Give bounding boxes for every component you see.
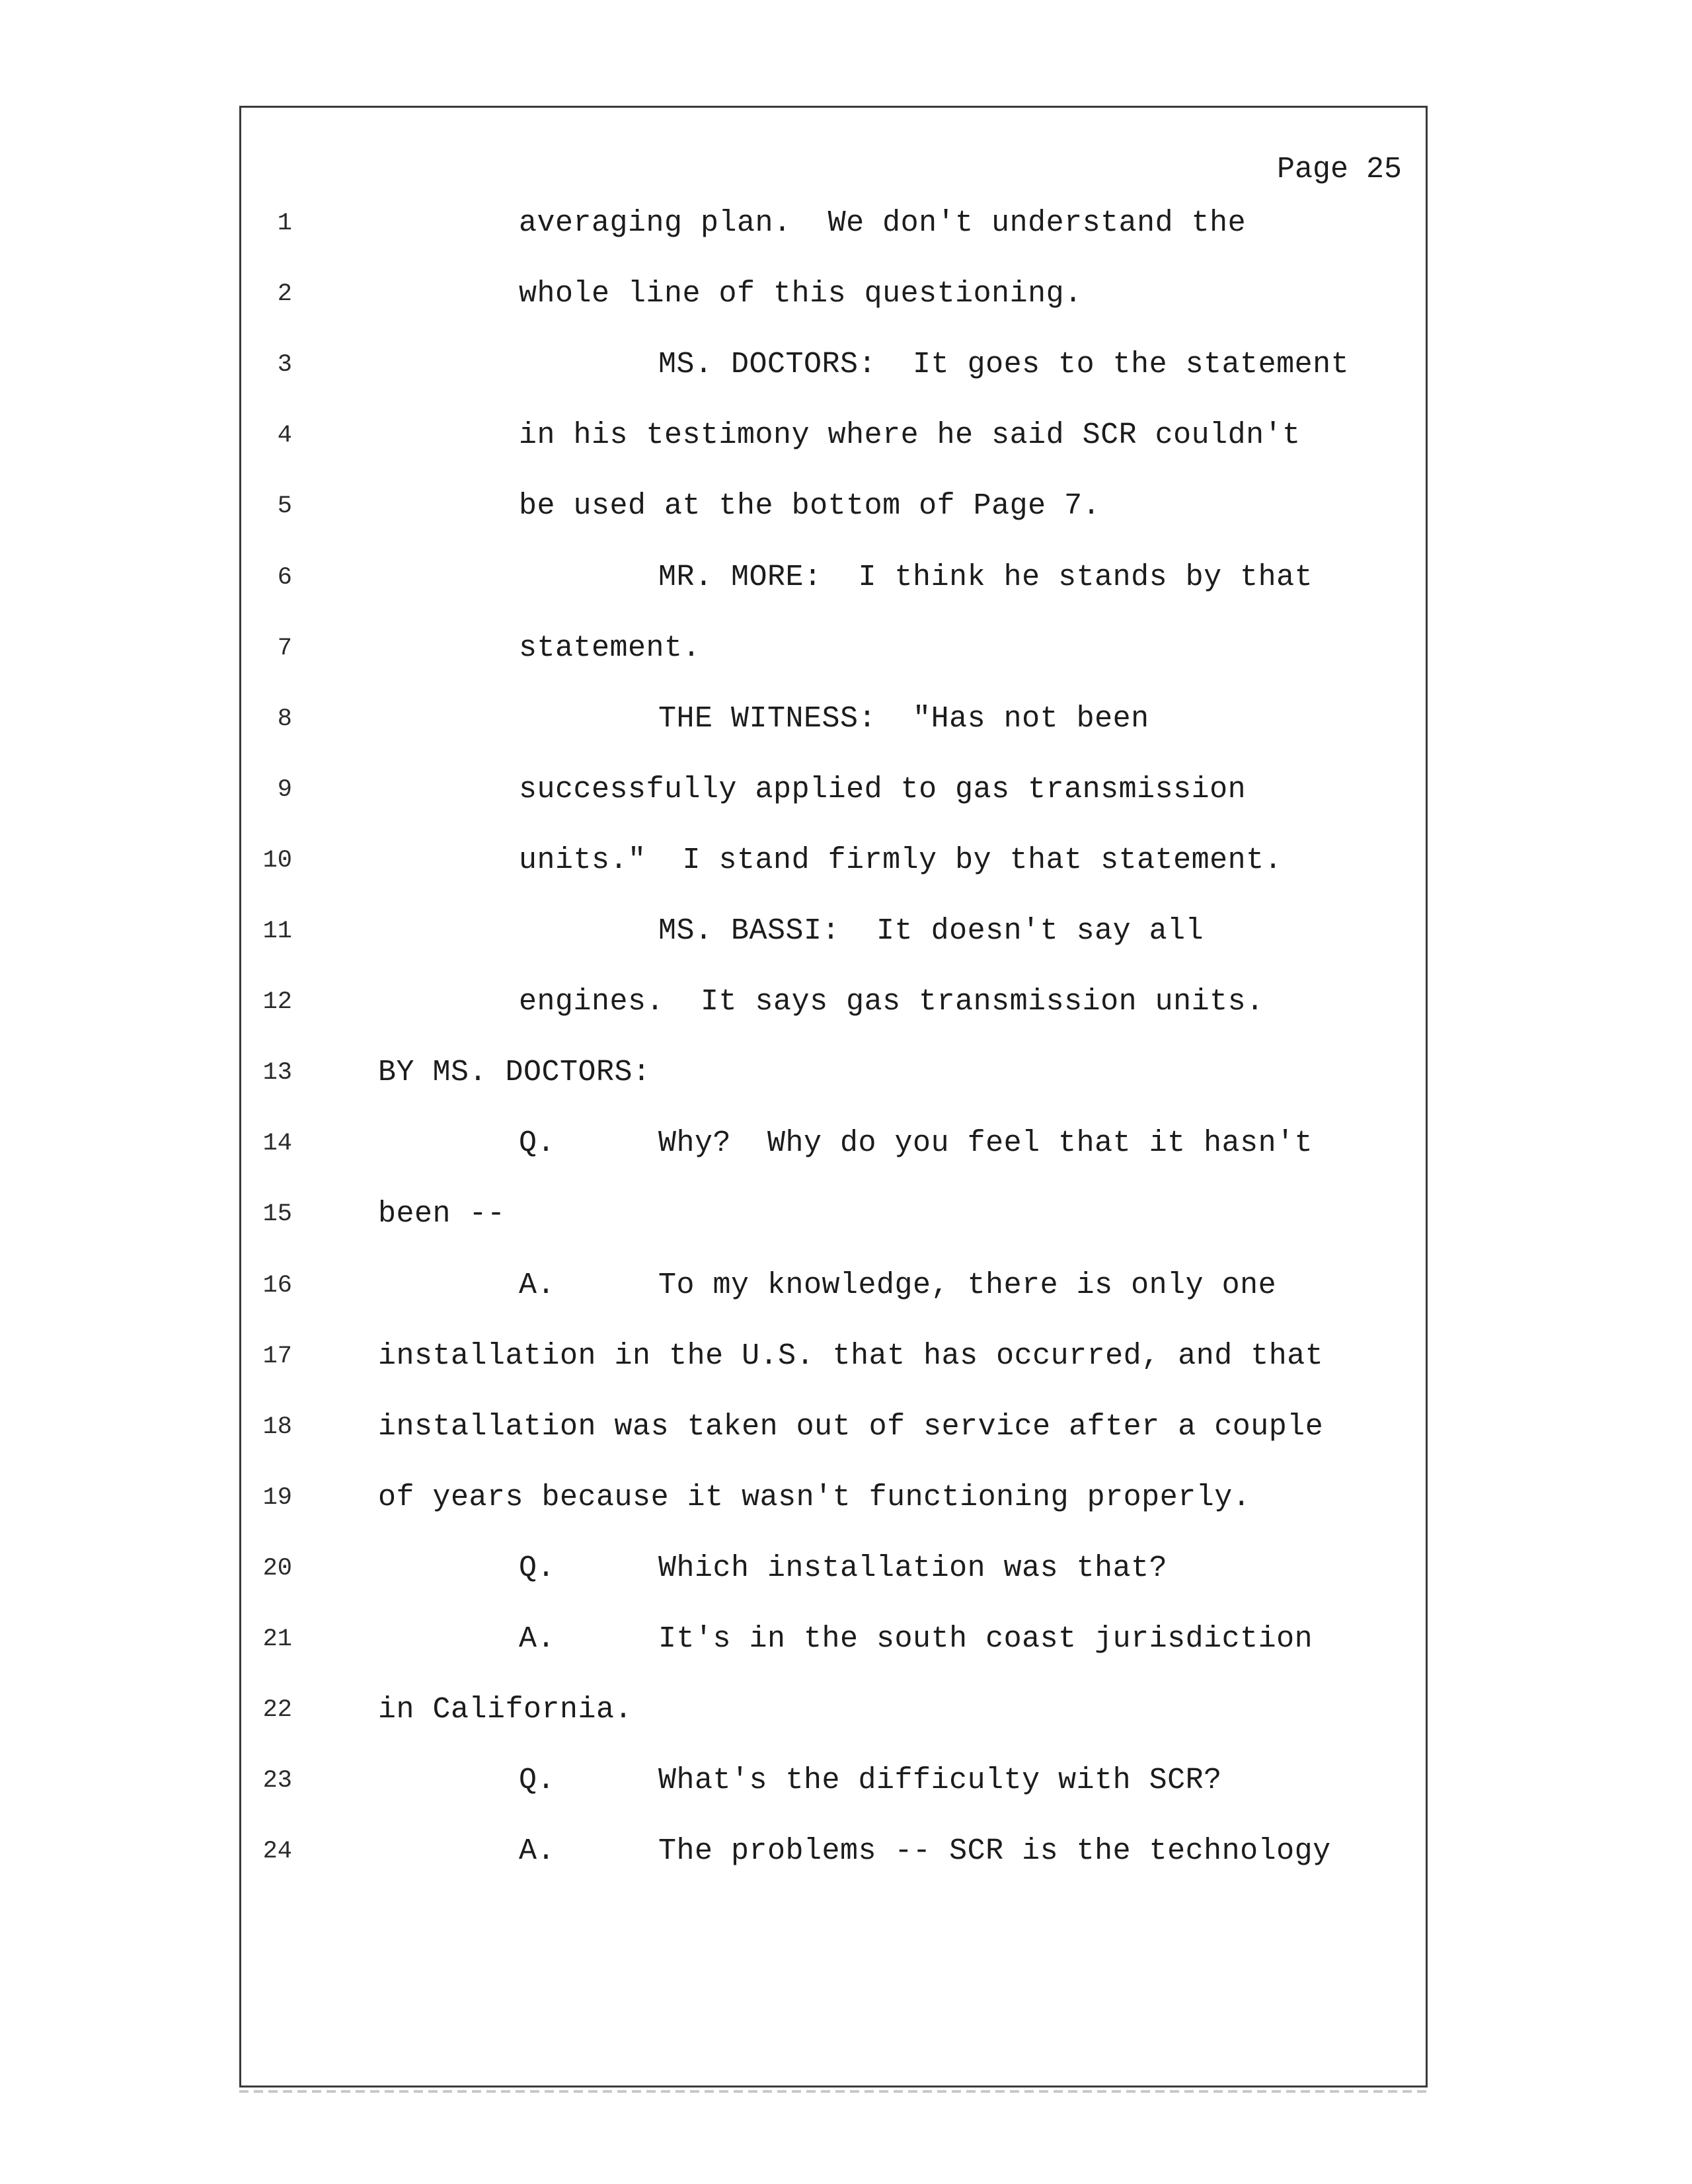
line-number: 2 [277, 280, 292, 309]
transcript-line [0, 1549, 1692, 1588]
transcript-line [0, 629, 1692, 668]
transcript-line [0, 1266, 1692, 1306]
line-number: 9 [277, 775, 292, 804]
line-number: 19 [262, 1483, 292, 1512]
line-text: A. [519, 1834, 556, 1869]
line-text: installation in the U.S. that has occurred, and that [378, 1339, 1324, 1373]
line-text: To my knowledge, there is only one [658, 1268, 1277, 1302]
line-text: been -- [378, 1197, 506, 1231]
transcript-line [0, 770, 1692, 810]
line-number: 7 [277, 634, 292, 662]
line-text: installation was taken out of service after a couple [378, 1409, 1324, 1444]
line-text: The problems -- SCR is the technology [658, 1834, 1331, 1869]
line-text: A. [519, 1622, 556, 1656]
line-number: 22 [262, 1696, 292, 1725]
line-number: 18 [262, 1413, 292, 1441]
line-text: What's the difficulty with SCR? [658, 1764, 1222, 1798]
line-text: be used at the bottom of Page 7. [519, 489, 1101, 524]
line-text: engines. It says gas transmission units. [519, 985, 1264, 1019]
transcript-line [0, 1337, 1692, 1376]
line-number: 4 [277, 422, 292, 450]
transcript-line [0, 204, 1692, 243]
line-number: 11 [262, 917, 292, 945]
line-text: in his testimony where he said SCR couldn't [519, 418, 1301, 453]
line-text: Q. [519, 1551, 556, 1585]
transcript-line [0, 1407, 1692, 1447]
line-text: MS. DOCTORS: It goes to the statement [658, 348, 1350, 382]
line-number: 3 [277, 351, 292, 379]
line-number: 12 [262, 988, 292, 1017]
line-number: 1 [277, 210, 292, 237]
line-number: 15 [262, 1200, 292, 1229]
transcript-line [0, 1619, 1692, 1659]
line-text: BY MS. DOCTORS: [378, 1056, 651, 1090]
line-number: 14 [262, 1130, 292, 1158]
line-number: 21 [262, 1625, 292, 1653]
transcript-line [0, 487, 1692, 526]
line-text: Why? Why do you feel that it hasn't [658, 1126, 1313, 1161]
line-number: 23 [262, 1767, 292, 1795]
line-number: 20 [262, 1554, 292, 1582]
line-text: statement. [519, 631, 701, 665]
transcript-line [0, 345, 1692, 385]
transcript-line [0, 1761, 1692, 1801]
line-text: Q. [519, 1126, 556, 1161]
line-text: It's in the south coast jurisdiction [658, 1622, 1313, 1656]
transcript-line [0, 416, 1692, 455]
transcript-line [0, 1690, 1692, 1730]
transcript-line [0, 982, 1692, 1022]
line-text: Q. [519, 1764, 556, 1798]
transcript-line [0, 699, 1692, 739]
transcript-line [0, 1832, 1692, 1871]
line-text: in California. [378, 1693, 633, 1727]
line-number: 13 [262, 1059, 292, 1087]
line-number: 10 [262, 846, 292, 875]
line-text: averaging plan. We don't understand the [519, 206, 1247, 240]
page-number: Page 25 [1276, 153, 1402, 186]
line-text: successfully applied to gas transmission [519, 772, 1247, 806]
transcript-line [0, 1124, 1692, 1163]
line-number: 6 [277, 563, 292, 592]
line-text: MS. BASSI: It doesn't say all [658, 914, 1204, 948]
line-number: 16 [262, 1271, 292, 1300]
line-text: whole line of this questioning. [519, 277, 1083, 311]
line-text: THE WITNESS: "Has not been [658, 701, 1149, 736]
transcript-line [0, 558, 1692, 598]
transcript-line [0, 841, 1692, 880]
transcript-line [0, 274, 1692, 314]
line-text: Which installation was that? [658, 1551, 1168, 1585]
transcript-line [0, 1053, 1692, 1093]
line-number: 8 [277, 705, 292, 733]
transcript-line [0, 1194, 1692, 1234]
page-bottom-edge [239, 2090, 1428, 2093]
line-number: 5 [277, 492, 292, 521]
line-text: of years because it wasn't functioning properly. [378, 1480, 1251, 1514]
line-number: 24 [262, 1838, 292, 1866]
line-number: 17 [262, 1342, 292, 1370]
transcript-line [0, 1478, 1692, 1518]
line-text: MR. MORE: I think he stands by that [658, 560, 1313, 594]
line-text: units." I stand firmly by that statement. [519, 843, 1283, 877]
transcript-line [0, 912, 1692, 951]
line-text: A. [519, 1268, 556, 1302]
